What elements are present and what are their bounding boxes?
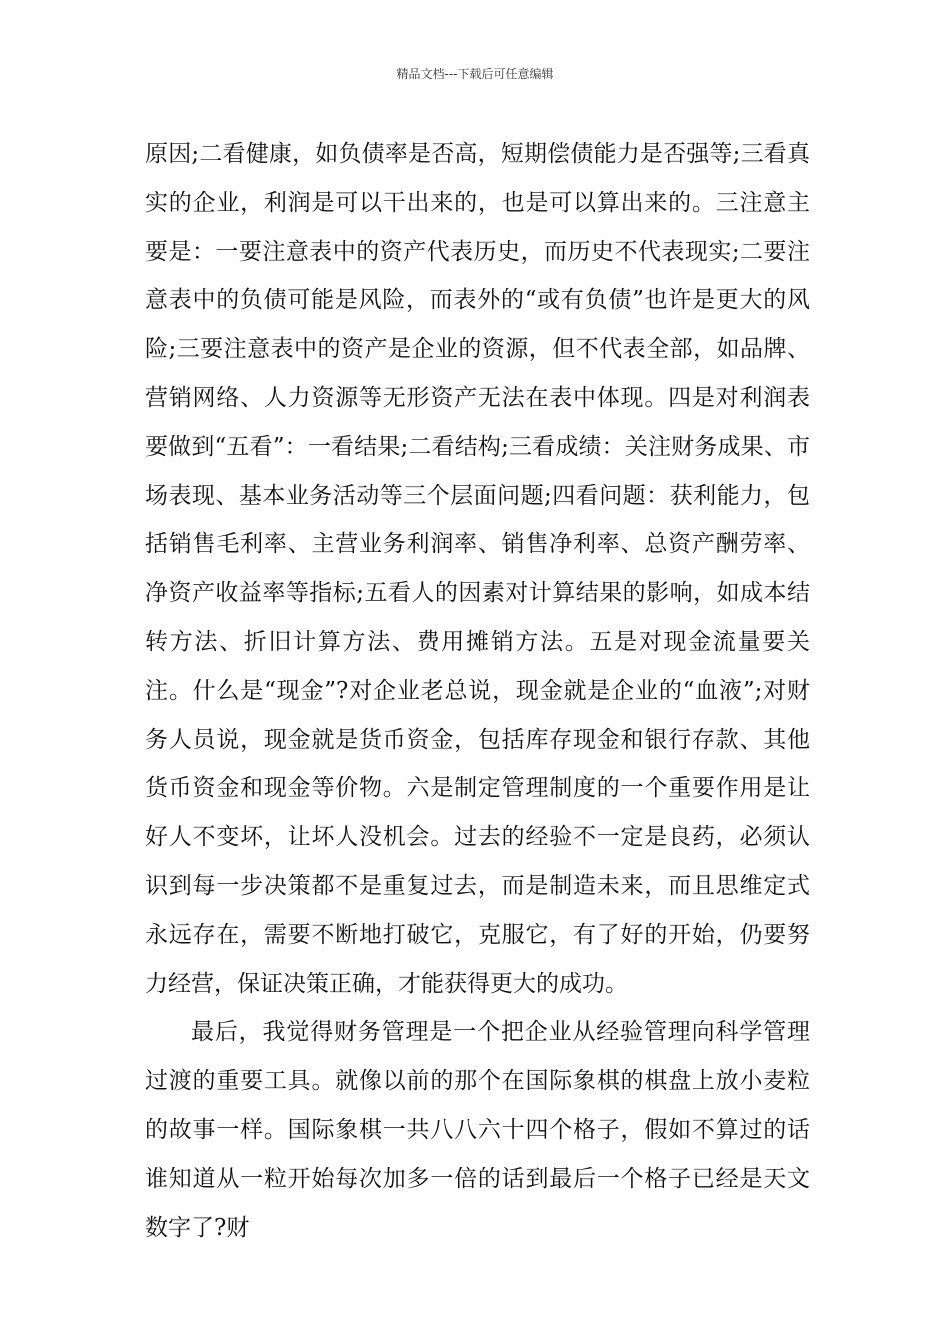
body-paragraph-1: 原因;二看健康，如负债率是否高，短期偿债能力是否强等;三看真实的企业，利润是可以干出来的，也是可以算出来的。三注意主要是：一要注意表中的资产代表历史，而历史不代表现实;二要注意表中的负债可能是风险，而表外的“或有负债”也许是更大的风险;三要注意表中的资产是企业的资源，但不代表全部，如品牌、营销网络、人力资源等无形资产无法在表中体现。四是对利润表要做到“五看”：一看结果;二看结构;三看成绩：关注财务成果、市场表现、基本业务活动等三个层面问题;四看问题：获利能力，包括销售毛利率、主营业务利润率、销售净利率、总资产酬劳率、净资产收益率等指标;五看人的因素对计算结果的影响，如成本结转方法、折旧计算方法、费用摊销方法。五是对现金流量要关注。什么是“现金”?对企业老总说，现金就是企业的“血液”;对财务人员说，现金就是货币资金，包括库存现金和银行存款、其他货币资金和现金等价物。六是制定管理制度的一个重要作用是让好人不变坏，让坏人没机会。过去的经验不一定是良药，必须认识到每一步决策都不是重复过去，而是制造未来，而且思维定式永远存在，需要不断地打破它，克服它，有了好的开始，仍要努力经营，保证决策正确，才能获得更大的成功。 <box>145 141 810 997</box>
page-header: 精品文档---下载后可任意编辑 <box>396 67 554 81</box>
body-paragraph-2: 最后，我觉得财务管理是一个把企业从经验管理向科学管理过渡的重要工具。就像以前的那个在国际象棋的棋盘上放小麦粒的故事一样。国际象棋一共八八六十四个格子，假如不算过的话谁知道从一粒开始每次加多一倍的话到最后一个格子已经是天文数字了?财 <box>145 1019 810 1241</box>
document-body <box>145 130 810 1252</box>
